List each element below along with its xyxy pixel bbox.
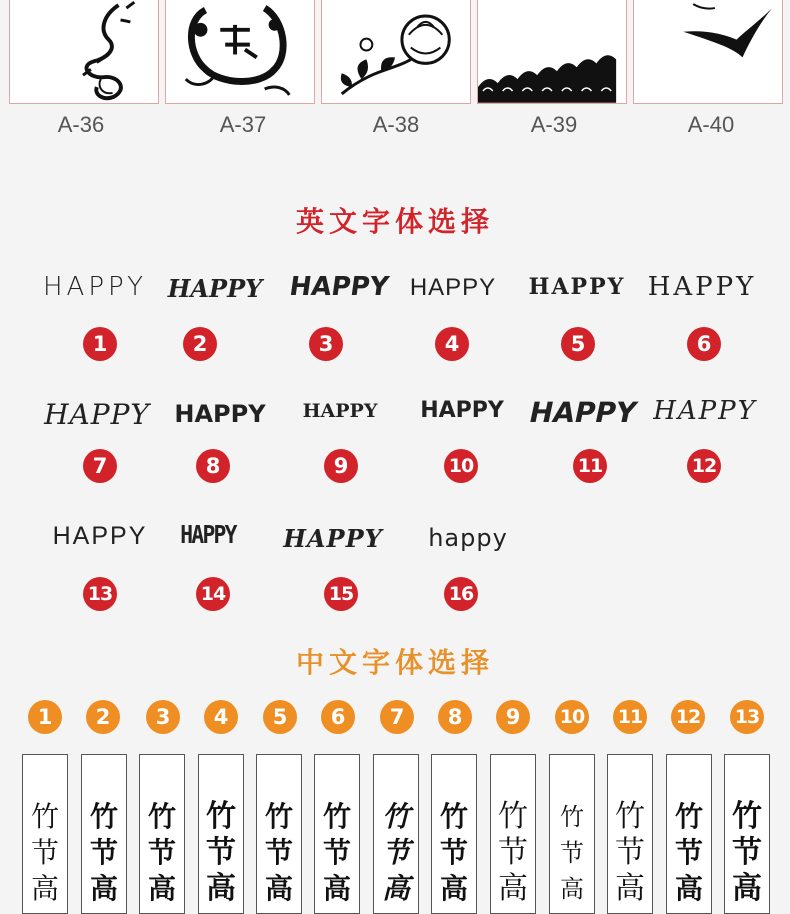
english-font-sample-16[interactable]: happy (428, 524, 508, 552)
english-font-number-7[interactable]: 7 (83, 449, 117, 483)
dragon-pattern-icon (10, 0, 158, 103)
chinese-font-strip-3[interactable] (139, 754, 185, 914)
chinese-font-number-3[interactable]: 3 (146, 700, 180, 734)
chinese-font-sample-11: 竹 节 高 (615, 799, 645, 906)
english-font-sample-11[interactable]: HAPPY (526, 396, 640, 429)
pattern-label-a39: A-39 (530, 112, 578, 137)
chinese-font-strip-7[interactable] (373, 754, 419, 914)
pattern-card-a37[interactable] (165, 0, 315, 104)
english-font-number-11[interactable]: 11 (573, 449, 607, 483)
peony-flower-pattern-icon (322, 0, 470, 103)
chinese-font-number-7[interactable]: 7 (380, 700, 414, 734)
chinese-font-sample-4: 竹 节 高 (206, 799, 236, 906)
english-font-number-4[interactable]: 4 (435, 327, 469, 361)
chinese-font-number-6[interactable]: 6 (321, 700, 355, 734)
pattern-label-a38: A-38 (372, 112, 420, 137)
chinese-font-sample-9: 竹 节 高 (498, 799, 528, 906)
english-font-number-2[interactable]: 2 (183, 327, 217, 361)
chinese-font-number-8[interactable]: 8 (438, 700, 472, 734)
waves-pattern-icon (478, 0, 626, 103)
chinese-font-number-10[interactable]: 10 (555, 700, 589, 734)
chinese-font-sample-13: 竹 节 高 (732, 799, 762, 906)
english-font-number-9[interactable]: 9 (324, 449, 358, 483)
english-font-title: 英文字体选择 (295, 205, 494, 238)
english-font-number-3[interactable]: 3 (309, 327, 343, 361)
chinese-font-strip-1[interactable] (22, 754, 68, 914)
english-font-number-1[interactable]: 1 (83, 327, 117, 361)
chinese-font-number-13[interactable]: 13 (730, 700, 764, 734)
chinese-font-sample-8: 竹 节 高 (439, 800, 468, 905)
swallow-bird-pattern-icon (634, 0, 782, 103)
english-font-number-8[interactable]: 8 (196, 449, 230, 483)
chinese-font-strip-13[interactable] (724, 754, 770, 914)
pattern-label-a37: A-37 (219, 112, 267, 137)
pattern-card-a39[interactable] (477, 0, 627, 104)
chinese-font-strip-9[interactable] (490, 754, 536, 914)
pattern-card-a40[interactable] (633, 0, 783, 104)
chinese-font-sample-5: 竹 节 高 (264, 800, 293, 905)
english-font-sample-10[interactable]: HAPPY (420, 398, 504, 423)
chinese-font-strip-5[interactable] (256, 754, 302, 914)
chinese-font-strip-11[interactable] (607, 754, 653, 914)
english-font-number-5[interactable]: 5 (561, 327, 595, 361)
chinese-font-strip-12[interactable] (666, 754, 712, 914)
chinese-font-title: 中文字体选择 (295, 646, 494, 679)
ornate-seal-pattern-icon (166, 0, 314, 103)
english-font-sample-3[interactable]: HAPPY (287, 272, 391, 302)
english-font-number-12[interactable]: 12 (687, 449, 721, 483)
pattern-card-a38[interactable] (321, 0, 471, 104)
chinese-font-sample-7: 竹 节 高 (381, 800, 410, 905)
chinese-font-strip-6[interactable] (314, 754, 360, 914)
english-font-number-6[interactable]: 6 (687, 327, 721, 361)
chinese-font-number-12[interactable]: 12 (671, 700, 705, 734)
english-font-sample-9[interactable]: HAPPY (302, 400, 378, 422)
chinese-font-strip-10[interactable] (549, 754, 595, 914)
english-font-number-10[interactable]: 10 (444, 449, 478, 483)
english-font-sample-2[interactable]: HAPPY (167, 274, 263, 303)
chinese-font-strip-8[interactable] (431, 754, 477, 914)
english-font-number-14[interactable]: 14 (196, 577, 230, 611)
chinese-font-number-9[interactable]: 9 (496, 700, 530, 734)
english-font-sample-8[interactable]: HAPPY (174, 400, 266, 428)
chinese-font-sample-2: 竹 节 高 (89, 800, 118, 905)
chinese-font-sample-12: 竹 节 高 (674, 800, 703, 905)
chinese-font-sample-6: 竹 节 高 (322, 800, 351, 905)
english-font-sample-12[interactable]: HAPPY (653, 396, 757, 426)
chinese-font-number-2[interactable]: 2 (86, 700, 120, 734)
chinese-font-number-5[interactable]: 5 (263, 700, 297, 734)
pattern-label-a40: A-40 (687, 112, 735, 137)
english-font-number-13[interactable]: 13 (83, 577, 117, 611)
pattern-card-a36[interactable] (9, 0, 159, 104)
english-font-sample-6[interactable]: HAPPY (647, 272, 757, 302)
english-font-sample-4[interactable]: HAPPY (409, 274, 497, 301)
english-font-sample-5[interactable]: HAPPY (528, 274, 626, 300)
english-font-sample-15[interactable]: HAPPY (283, 524, 383, 553)
chinese-font-sample-3: 竹 节 高 (147, 800, 176, 905)
pattern-label-a36: A-36 (57, 112, 105, 137)
english-font-sample-7[interactable]: HAPPY (44, 398, 150, 431)
chinese-font-strip-4[interactable] (198, 754, 244, 914)
chinese-font-strip-2[interactable] (81, 754, 127, 914)
english-font-number-16[interactable]: 16 (444, 577, 478, 611)
chinese-font-sample-1: 竹 节 高 (30, 800, 59, 905)
english-font-sample-14[interactable]: HAPPY (180, 520, 236, 549)
chinese-font-sample-10: 竹 节 高 (560, 803, 584, 903)
english-font-sample-1[interactable]: HAPPY (42, 272, 147, 302)
english-font-sample-13[interactable]: HAPPY (52, 522, 148, 550)
chinese-font-number-1[interactable]: 1 (28, 700, 62, 734)
chinese-font-number-11[interactable]: 11 (613, 700, 647, 734)
english-font-number-15[interactable]: 15 (324, 577, 358, 611)
chinese-font-number-4[interactable]: 4 (204, 700, 238, 734)
